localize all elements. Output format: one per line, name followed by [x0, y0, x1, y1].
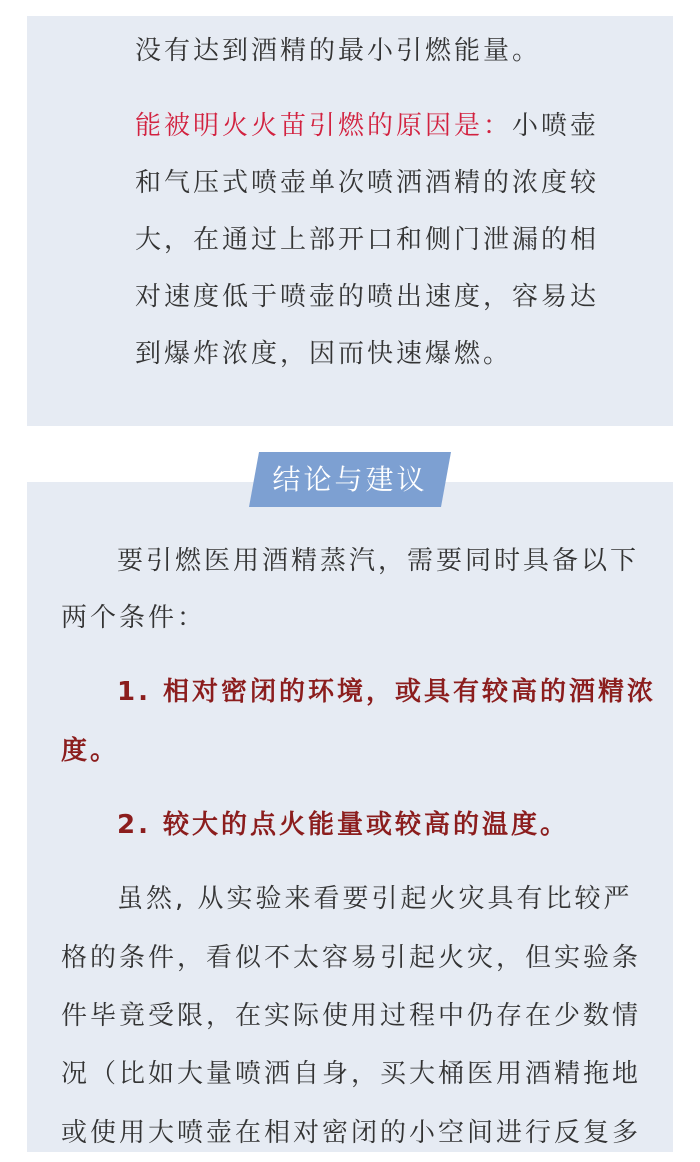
body-line: 没有达到酒精的最小引燃能量。 [135, 36, 542, 66]
condition-1-line: 1. 相对密闭的环境，或具有较高的酒精浓 [117, 677, 657, 707]
reason-line: 对速度低于喷壶的喷出速度，容易达 [135, 282, 600, 312]
reason-line: 和气压式喷壶单次喷洒酒精的浓度较 [135, 168, 600, 198]
reason-paragraph-first-line [135, 98, 599, 155]
reason-line: 大，在通过上部开口和侧门泄漏的相 [135, 225, 600, 255]
condition-1-line: 度。 [61, 736, 120, 766]
intro-line: 要引燃医用酒精蒸汽，需要同时具备以下 [117, 546, 640, 576]
closing-line: 件毕竟受限，在实际使用过程中仍存在少数情 [61, 1001, 642, 1031]
intro-line: 两个条件： [61, 603, 207, 633]
closing-line: 格的条件，看似不太容易引起火灾，但实验条 [61, 943, 642, 973]
section-heading-banner [249, 452, 451, 507]
condition-2-line: 2. 较大的点火能量或较高的温度。 [117, 810, 570, 840]
closing-line: 或使用大喷壶在相对密闭的小空间进行反复多 [61, 1118, 642, 1148]
top-strip [0, 0, 700, 16]
reason-line: 到爆炸浓度，因而快速爆燃。 [135, 339, 513, 369]
reason-label: 能被明火火苗引燃的原因是： [135, 111, 513, 141]
closing-line: 况（比如大量喷洒自身，买大桶医用酒精拖地 [61, 1059, 642, 1089]
closing-line: 虽然, 从实验来看要引起火灾具有比较严 [117, 884, 633, 914]
section-heading-title: 结论与建议 [272, 463, 428, 496]
reason-line-rest: 小喷壶 [512, 111, 600, 141]
